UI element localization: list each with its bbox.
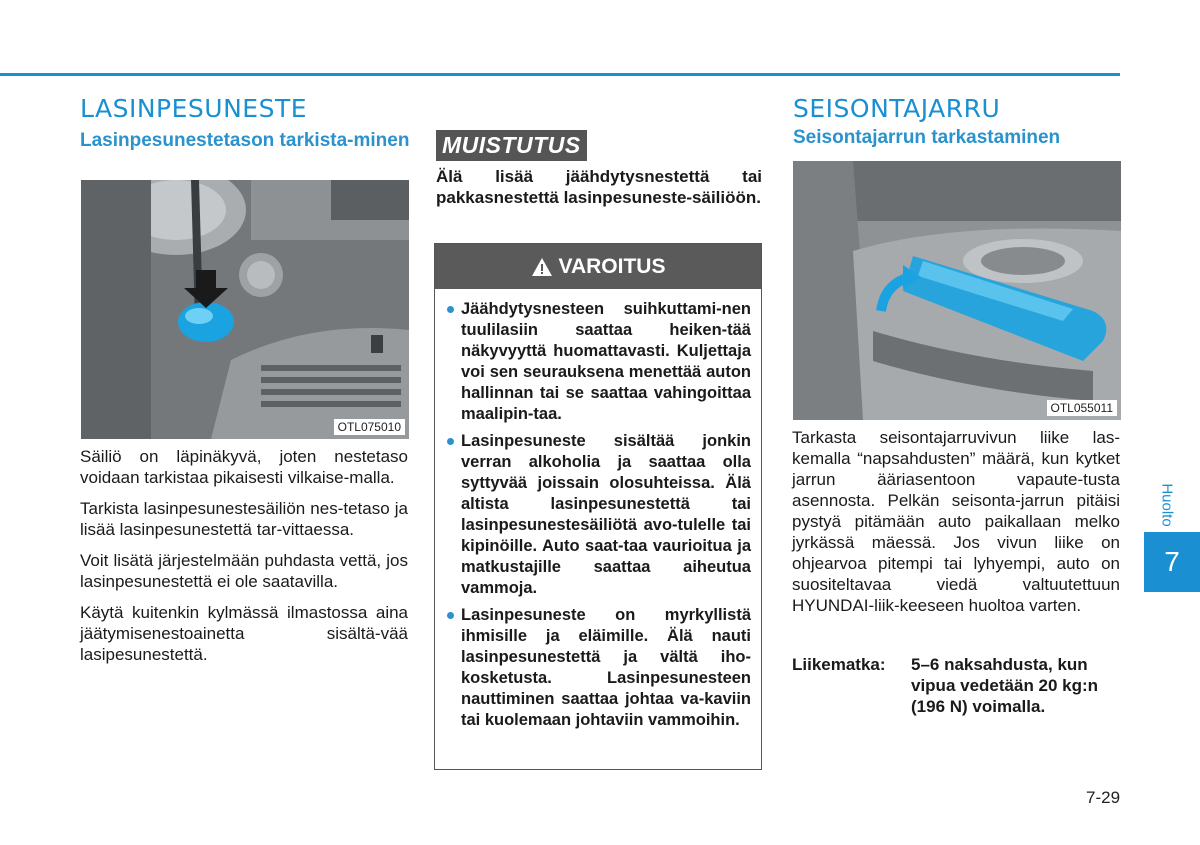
parking-brake-photo [793,161,1121,420]
note-label: MUISTUTUS [436,130,587,161]
paragraph: Voit lisätä järjestelmään puhdasta vettä, jos lasinpesunestettä ei ole saatavilla. [80,551,408,591]
spec-label: Liikematka: [792,655,886,674]
spec-value: 5–6 naksahdusta, kun vipua vedetään 20 kg:n (196 N) voimalla. [911,655,1099,716]
paragraph: Tarkista lasinpesunestesäiliön nes-tetaso ja lisää lasinpesunestettä tar-vittaessa. [80,499,408,539]
warning-header [435,244,761,289]
note-text: Älä lisää jäähdytysnestettä tai pakkasnestettä lasinpesuneste-säiliöön. [436,167,762,207]
paragraph: Säiliö on läpinäkyvä, joten nestetaso voidaan tarkistaa pikaisesti vilkaise-malla. [80,447,408,487]
brake-body-text: Tarkasta seisontajarruvivun liike las-kemalla “napsahdusten” määrä, kun kytket jarrun ääriasentoon vapaute-tusta asennosta. Pelkän seisonta-jarrun pitäisi pystyä pitämään auto paikallaan melko jyrkässä mäessä. Jos vivun liike on ohjearvoa pitempi tai lyhyempi, auto on suositeltavaa viedä valtuutettuun HYUNDAI-liik-keeseen huoltoa varten. [792,428,1120,615]
top-rule [0,73,1120,76]
section-title-parking-brake: SEISONTAJARRU [793,94,1001,123]
paragraph: Käytä kuitenkin kylmässä ilmastossa aina jäätymisenestoainetta sisältä-vää lasipesunestettä. [80,603,408,664]
warning-title: VAROITUS [558,254,666,278]
engine-bay-photo [81,180,409,439]
subheading-washer-check: Lasinpesunestetason tarkista-minen [80,130,410,151]
chapter-label-text: Huolto [1158,483,1176,527]
warning-item: Lasinpesuneste on myrkyllistä ihmisille ja eläimille. Älä nauti lasinpesunestettä ja vältä iho-kosketusta. Lasinpesunesteen nauttiminen saattaa johtaa va-kaviin tai kuolemaan johtaviin vammoihin. [447,605,751,731]
section-title-washer-fluid: LASINPESUNESTE [80,94,308,123]
warning-list [435,289,761,731]
warning-item: Jäähdytysnesteen suihkuttami-nen tuulilasiin saattaa heiken-tää näkyvyyttä huomattavasti. Kuljettaja voi sen seurauksena menettää auton hallinnan tai se saattaa vahingoittaa maalipin-taa. [447,299,751,425]
warning-box [434,243,762,770]
warning-item: Lasinpesuneste sisältää jonkin verran alkoholia ja saattaa olla syttyvää joissain olosuhteissa. Älä altista lasinpesunestettä tai lasinpesunestesäiliötä avo-tulelle tai kipinöille. Auto saat-taa vaurioitua ja matkustajille saattaa aiheutua vammoja. [447,431,751,599]
chapter-label [1150,480,1184,530]
image-caption: OTL055011 [1047,400,1118,416]
warning-triangle-icon [531,257,553,277]
subheading-brake-check: Seisontajarrun tarkastaminen [793,127,1061,148]
chapter-tab: 7 [1144,532,1200,592]
image-caption: OTL075010 [334,419,405,435]
page-number: 7-29 [1086,788,1121,807]
washer-body-text [80,446,408,675]
